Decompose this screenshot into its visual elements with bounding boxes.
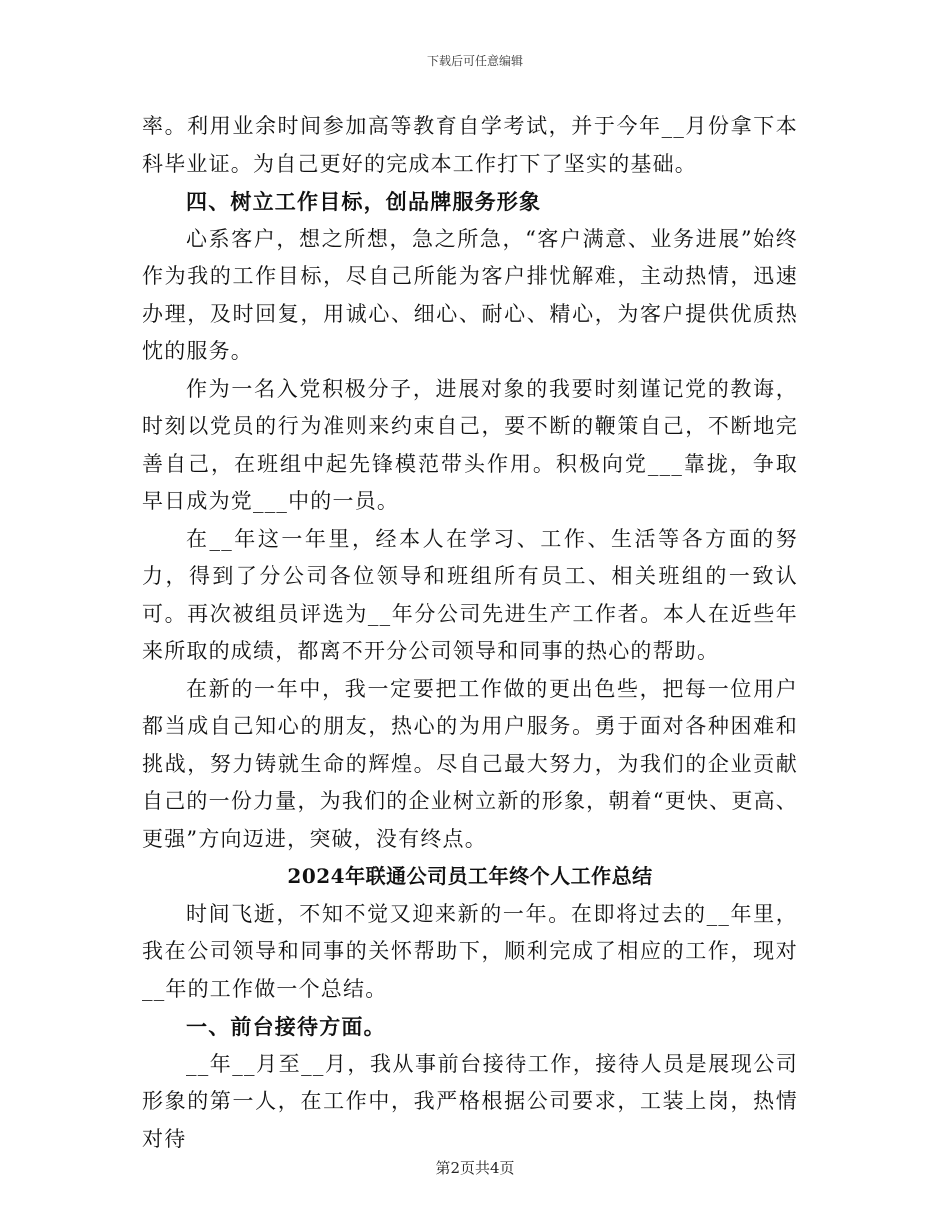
paragraph: 作为一名入党积极分子，进展对象的我要时刻谨记党的教诲，时刻以党员的行为准则来约束自己，要不断的鞭策自己，不断地完善自己，在班组中起先锋模范带头作用。积极向党___靠拢，争取早日成为党___中的一员。 [142, 376, 798, 513]
document-title: 2024年联通公司员工年终个人工作总结 [287, 864, 653, 888]
paragraph: 在__年这一年里，经本人在学习、工作、生活等各方面的努力，得到了分公司各位领导和班组所有员工、相关班组的一致认可。再次被组员评选为__年分公司先进生产工作者。本人在近些年来所取的成绩，都离不开分公司领导和同事的热心的帮助。 [142, 526, 798, 663]
section-heading: 一、前台接待方面。 [186, 1014, 386, 1039]
page-header: 下载后可任意编辑 [426, 54, 523, 68]
document-body [142, 108, 798, 1158]
page-footer: 第2页共4页 [435, 1159, 515, 1177]
paragraph: 时间飞逝，不知不觉又迎来新的一年。在即将过去的__年里，我在公司领导和同事的关怀帮助下，顺利完成了相应的工作，现对__年的工作做一个总结。 [142, 901, 798, 1001]
paragraph: 率。利用业余时间参加高等教育自学考试，并于今年__月份拿下本科毕业证。为自己更好的完成本工作打下了坚实的基础。 [142, 114, 798, 176]
section-heading: 四、树立工作目标，创品牌服务形象 [186, 189, 542, 214]
paragraph: 心系客户，想之所想，急之所急，“客户满意、业务进展”始终作为我的工作目标，尽自己所能为客户排忧解难，主动热情，迅速办理，及时回复，用诚心、细心、耐心、精心，为客户提供优质热忱的服务。 [142, 226, 798, 363]
paragraph: 在新的一年中，我一定要把工作做的更出色些，把每一位用户都当成自己知心的朋友，热心的为用户服务。勇于面对各种困难和挑战，努力铸就生命的辉煌。尽自己最大努力，为我们的企业贡献自己的一份力量，为我们的企业树立新的形象，朝着“更快、更高、更强”方向迈进，突破，没有终点。 [142, 676, 798, 851]
paragraph: __年__月至__月，我从事前台接待工作，接待人员是展现公司形象的第一人，在工作中，我严格根据公司要求，工装上岗，热情对待 [142, 1051, 798, 1151]
